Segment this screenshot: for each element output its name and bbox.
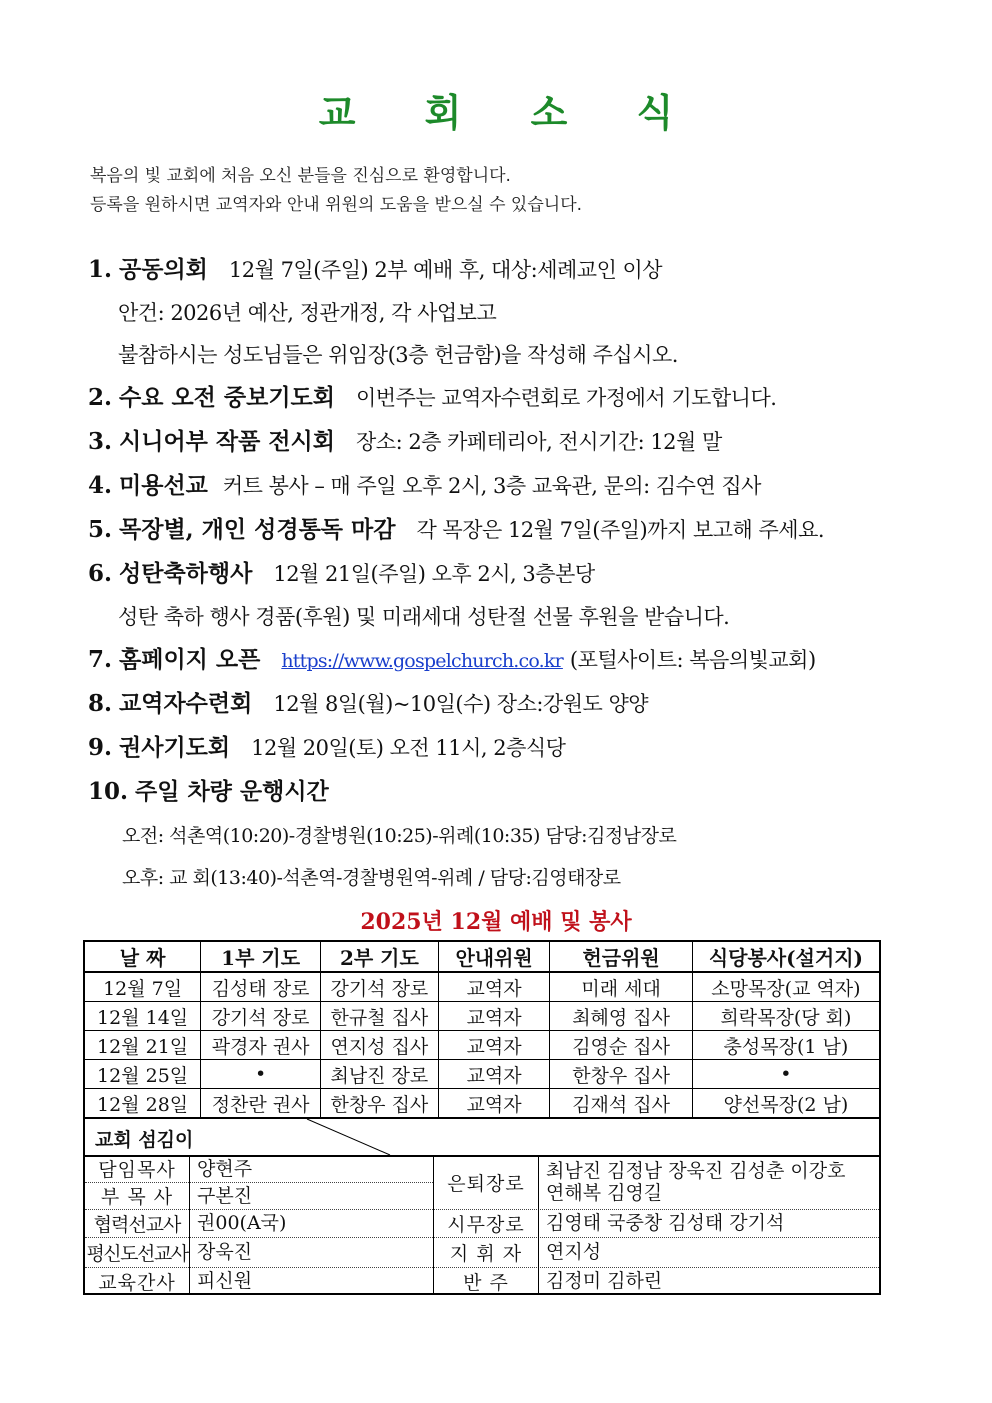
announcement-item	[88, 772, 948, 816]
table-cell: 12월 21일	[84, 1031, 201, 1060]
staff-row	[85, 1155, 433, 1183]
staff-name: 구본진	[197, 1184, 253, 1207]
item-heading: 수요 오전 중보기도회	[119, 384, 335, 411]
item-heading: 성탄축하행사	[119, 560, 253, 587]
staff-row	[434, 1267, 879, 1295]
table-cell: 소망목장(교 역자)	[692, 972, 880, 1002]
table-cell: •	[692, 1060, 880, 1089]
staff-name: 최남진 김정남 장욱진 김성춘 이강호 연해복 김영길	[546, 1160, 846, 1204]
staff-row	[434, 1209, 879, 1238]
table-row	[84, 1060, 880, 1089]
staff-right-column	[434, 1155, 879, 1293]
announcement-item	[88, 684, 948, 728]
staff-left-column	[85, 1155, 433, 1293]
item-heading: 시니어부 작품 전시회	[119, 428, 335, 455]
table-cell: 양선목장(2 남)	[692, 1089, 880, 1119]
announcement-item	[88, 250, 948, 294]
staff-name: 연지성	[546, 1241, 602, 1263]
item-description: 12월 21일(주일) 오후 2시, 3층본당	[273, 562, 595, 586]
item-heading: 목장별, 개인 성경통독 마감	[119, 516, 396, 543]
announcement-list	[88, 250, 948, 900]
staff-role: 지 휘 자	[434, 1237, 539, 1267]
table-row	[84, 972, 880, 1002]
staff-name: 김영태 국중창 김성태 강기석	[546, 1212, 785, 1234]
item-number: 8.	[88, 690, 113, 717]
item-description: 12월 8일(월)~10일(수) 장소:강원도 양양	[273, 692, 649, 716]
item-heading: 권사기도회	[119, 734, 231, 761]
announcement-item	[88, 554, 948, 598]
schedule-table	[83, 940, 881, 1119]
table-cell: 충성목장(1 남)	[692, 1031, 880, 1060]
item-number: 7.	[88, 646, 113, 673]
item-subline: 성탄 축하 행사 경품(후원) 및 미래세대 성탄절 선물 후원을 받습니다.	[118, 605, 730, 629]
staff-name: 양현주	[197, 1157, 253, 1180]
header-kitchen: 식당봉사(설거지)	[692, 941, 880, 972]
announcement-item	[88, 378, 948, 422]
item-description: 장소: 2층 카페테리아, 전시기간: 12월 말	[356, 430, 722, 454]
staff-role: 담임목사	[85, 1155, 190, 1182]
item-description: 커트 봉사 – 매 주일 오후 2시, 3층 교육관, 문의: 김수연 집사	[222, 474, 761, 498]
table-cell: 교역자	[438, 1089, 550, 1119]
staff-role: 반 주	[434, 1267, 539, 1295]
table-cell: 한창우 집사	[550, 1060, 692, 1089]
staff-row	[434, 1237, 879, 1268]
item-description: 각 목장은 12월 7일(주일)까지 보고해 주세요.	[416, 518, 825, 542]
staff-header	[85, 1119, 879, 1157]
table-cell: 정찬란 권사	[201, 1089, 321, 1119]
table-cell: 교역자	[438, 972, 550, 1002]
staff-role: 협력선교사	[85, 1209, 190, 1237]
staff-row	[85, 1267, 433, 1295]
staff-title: 교회 섬김이	[95, 1129, 194, 1151]
table-cell: 12월 28일	[84, 1089, 201, 1119]
header-usher: 안내위원	[438, 941, 550, 972]
schedule-title: 2025년 12월 예배 및 봉사	[360, 909, 632, 935]
table-cell: 강기석 장로	[320, 972, 438, 1002]
table-cell: 김영순 집사	[550, 1031, 692, 1060]
table-cell: 12월 25일	[84, 1060, 201, 1089]
table-header-row	[84, 941, 880, 972]
table-cell: 강기석 장로	[201, 1002, 321, 1031]
table-cell: 연지성 집사	[320, 1031, 438, 1060]
table-cell: 최남진 장로	[320, 1060, 438, 1089]
table-cell: 최혜영 집사	[550, 1002, 692, 1031]
item-heading: 미용선교	[119, 472, 208, 499]
table-cell: 김재석 집사	[550, 1089, 692, 1119]
homepage-link[interactable]: https://www.gospelchurch.co.kr	[281, 650, 563, 672]
item-description: (포털사이트: 복음의빛교회)	[569, 648, 816, 672]
staff-role: 평신도선교사	[85, 1237, 190, 1267]
staff-row	[85, 1237, 433, 1268]
table-cell: 김성태 장로	[201, 972, 321, 1002]
announcement-item	[88, 510, 948, 554]
item-subline: 불참하시는 성도님들은 위임장(3층 헌금함)을 작성해 주십시오.	[118, 343, 678, 367]
staff-row	[85, 1182, 433, 1210]
announcement-item	[88, 640, 948, 684]
item-heading: 공동의회	[119, 256, 208, 283]
table-cell: 희락목장(당 회)	[692, 1002, 880, 1031]
staff-role: 은퇴장로	[434, 1155, 539, 1209]
announcement-item	[88, 422, 948, 466]
staff-name: 김정미 김하린	[546, 1270, 663, 1292]
table-row	[84, 1031, 880, 1060]
table-cell: 한창우 집사	[320, 1089, 438, 1119]
item-heading: 홈페이지 오픈	[119, 646, 261, 673]
table-cell: 교역자	[438, 1031, 550, 1060]
item-number: 1.	[88, 256, 113, 283]
table-cell: 미래 세대	[550, 972, 692, 1002]
table-cell: •	[201, 1060, 321, 1089]
item-number: 6.	[88, 560, 113, 587]
item-number: 9.	[88, 734, 113, 761]
item-heading: 주일 차량 운행시간	[135, 778, 329, 805]
table-cell: 교역자	[438, 1002, 550, 1031]
item-description: 이번주는 교역자수련회로 가정에서 기도합니다.	[356, 386, 777, 410]
item-number: 3.	[88, 428, 113, 455]
item-heading: 교역자수련회	[119, 690, 253, 717]
staff-name: 장욱진	[197, 1241, 253, 1263]
intro-text	[90, 162, 582, 220]
page-title: 교 회 소 식	[318, 91, 702, 135]
item-number: 4.	[88, 472, 113, 499]
table-cell: 곽경자 권사	[201, 1031, 321, 1060]
item-description: 12월 7일(주일) 2부 예배 후, 대상:세례교인 이상	[228, 258, 663, 282]
staff-role: 부 목 사	[85, 1182, 190, 1209]
header-offering: 헌금위원	[550, 941, 692, 972]
item-subline: 안건: 2026년 예산, 정관개정, 각 사업보고	[118, 301, 497, 325]
intro-line: 등록을 원하시면 교역자와 안내 위원의 도움을 받으실 수 있습니다.	[90, 195, 583, 215]
table-row	[84, 1002, 880, 1031]
table-cell: 12월 14일	[84, 1002, 201, 1031]
intro-line: 복음의 빛 교회에 처음 오신 분들을 진심으로 환영합니다.	[90, 166, 511, 186]
announcement-item	[88, 728, 948, 772]
staff-name: 권00(A국)	[197, 1212, 287, 1234]
header-prayer1: 1부 기도	[201, 941, 321, 972]
staff-name: 피신원	[197, 1270, 253, 1292]
item-number: 5.	[88, 516, 113, 543]
header-prayer2: 2부 기도	[320, 941, 438, 972]
item-description: 12월 20일(토) 오전 11시, 2층식당	[251, 736, 566, 760]
announcement-item	[88, 466, 948, 510]
staff-row	[434, 1155, 879, 1210]
table-cell: 한규철 집사	[320, 1002, 438, 1031]
staff-role: 시무장로	[434, 1209, 539, 1237]
table-row	[84, 1089, 880, 1119]
table-cell: 12월 7일	[84, 972, 201, 1002]
staff-row	[85, 1209, 433, 1238]
item-subline: 오전: 석촌역(10:20)-경찰병원(10:25)-위례(10:35) 담당:김정남장로	[122, 825, 677, 847]
header-date: 날 짜	[84, 941, 201, 972]
table-cell: 교역자	[438, 1060, 550, 1089]
staff-role: 교육간사	[85, 1267, 190, 1295]
staff-box	[83, 1117, 881, 1295]
item-subline: 오후: 교 회(13:40)-석촌역-경찰병원역-위례 / 담당:김영태장로	[122, 867, 621, 889]
item-number: 10.	[88, 778, 129, 805]
item-number: 2.	[88, 384, 113, 411]
